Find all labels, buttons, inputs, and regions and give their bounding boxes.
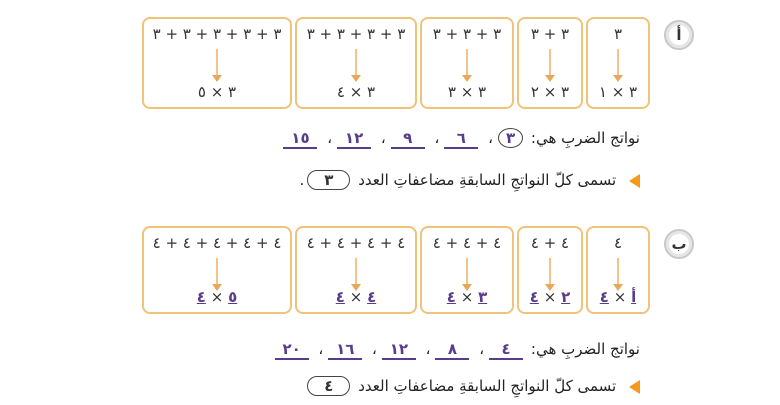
box-expression: ٣ + ٣ + ٣ [432, 25, 502, 43]
box-a-2 [517, 17, 583, 109]
box-a-5 [142, 17, 292, 109]
product-factor: ٤ [196, 288, 206, 306]
box-product: ٣ × ١ [598, 83, 638, 101]
down-arrow-icon [466, 258, 468, 291]
box-expression: ٤ + ٤ + ٤ [432, 234, 502, 252]
comma: ، [327, 129, 333, 147]
down-arrow-icon [617, 49, 619, 82]
times-sign: × [210, 288, 224, 306]
answer-blank: ٨ [435, 340, 469, 360]
down-arrow-icon [355, 258, 357, 291]
times-sign: × [543, 288, 557, 306]
box-product: ٣ × ٤ [336, 83, 376, 101]
down-arrow-icon [617, 258, 619, 291]
multiples-text: تسمى كلّ النواتجِ السابقةِ مضاعفاتِ العدد [358, 171, 617, 189]
box-expression: ٣ + ٣ + ٣ + ٣ + ٣ [152, 25, 282, 43]
answer-blank: ١٦ [328, 340, 362, 360]
product-factor: ٥ [228, 288, 238, 306]
box-expression: ٣ [613, 25, 623, 43]
orange-triangle-icon [629, 174, 640, 188]
answer-blank: ٤ [489, 340, 523, 360]
down-arrow-icon [549, 49, 551, 82]
end-mark: . [299, 171, 305, 189]
box-expression: ٤ + ٤ + ٤ + ٤ [306, 234, 406, 252]
products-label: نواتج الضربِ هي: [530, 129, 640, 147]
product-factor: ٤ [529, 288, 539, 306]
multiples-number: ٤ [307, 376, 350, 396]
down-arrow-icon [216, 258, 218, 291]
box-product: ٣ × ٥ [197, 83, 237, 101]
comma: ، [425, 340, 431, 358]
times-sign: × [460, 288, 474, 306]
down-arrow-icon [355, 49, 357, 82]
box-expression: ٣ + ٣ [530, 25, 570, 43]
answer-blank: ٩ [391, 129, 425, 149]
products-line-a [280, 128, 640, 149]
answer-circled: ٣ [498, 128, 523, 148]
products-line-b [272, 340, 640, 360]
box-product: ٣ × ٢ [530, 83, 570, 101]
multiples-number: ٣ [307, 170, 350, 190]
box-product [519, 288, 581, 306]
answer-blank: ١٥ [283, 129, 317, 149]
orange-triangle-icon [629, 380, 640, 394]
box-b-5 [142, 226, 292, 314]
down-arrow-icon [466, 49, 468, 82]
box-a-3 [420, 17, 514, 109]
box-product [297, 288, 415, 306]
box-expression: ٤ [613, 234, 623, 252]
answer-blank: ٢٠ [275, 340, 309, 360]
comma: ، [434, 129, 440, 147]
box-product: ٣ × ٣ [447, 83, 487, 101]
product-factor: ٣ [478, 288, 488, 306]
answer-blank: ١٢ [382, 340, 416, 360]
times-sign: × [613, 288, 627, 306]
box-a-1 [586, 17, 650, 109]
section-b-badge: ب [664, 229, 694, 259]
down-arrow-icon [549, 258, 551, 291]
box-product [588, 288, 648, 306]
box-product [144, 288, 290, 306]
comma: ، [372, 340, 377, 358]
box-expression: ٣ + ٣ + ٣ + ٣ [306, 25, 406, 43]
answer-blank: ١٢ [337, 129, 371, 149]
product-factor: ٢ [561, 288, 571, 306]
product-factor: ٤ [367, 288, 377, 306]
multiples-text: تسمى كلّ النواتجِ السابقةِ مضاعفاتِ العدد [358, 377, 617, 395]
multiples-line-b [304, 376, 640, 396]
comma: ، [318, 340, 324, 358]
product-factor: ٤ [335, 288, 345, 306]
product-factor: ٤ [446, 288, 456, 306]
comma: ، [488, 129, 493, 147]
box-expression: ٤ + ٤ [530, 234, 570, 252]
comma: ، [380, 129, 386, 147]
product-factor: ٤ [599, 288, 609, 306]
answer-blank: ٦ [444, 129, 478, 149]
down-arrow-icon [216, 49, 218, 82]
box-expression: ٤ + ٤ + ٤ + ٤ + ٤ [152, 234, 282, 252]
box-b-1 [586, 226, 650, 314]
multiples-line-a [300, 170, 640, 190]
products-label: نواتج الضربِ هي: [530, 340, 640, 358]
product-factor: أ [631, 288, 637, 306]
box-b-4 [295, 226, 417, 314]
box-product [422, 288, 512, 306]
section-a-badge: أ [664, 20, 694, 50]
comma: ، [479, 340, 485, 358]
box-a-4 [295, 17, 417, 109]
times-sign: × [349, 288, 363, 306]
box-b-2 [517, 226, 583, 314]
box-b-3 [420, 226, 514, 314]
